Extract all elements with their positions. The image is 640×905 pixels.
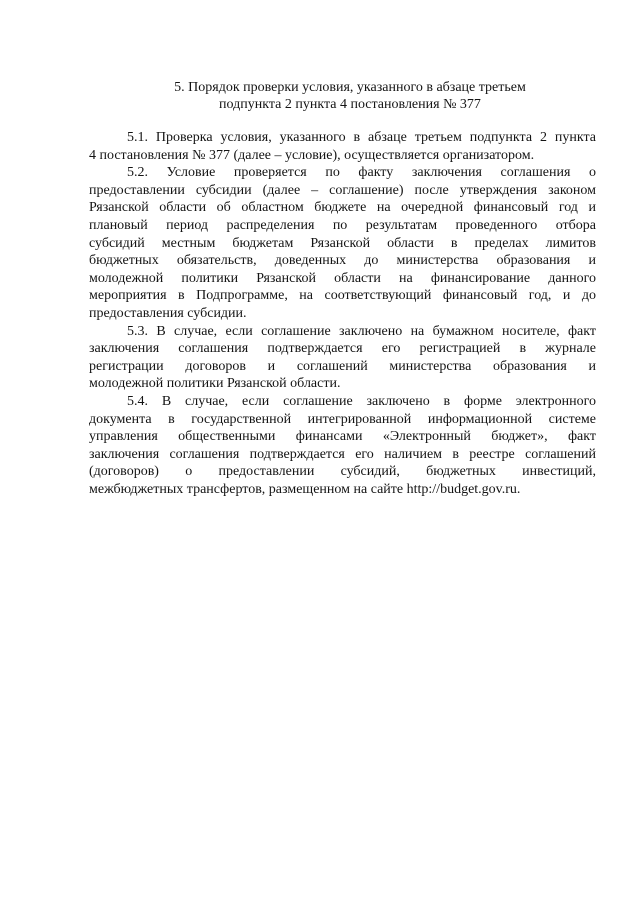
text-line: (договоров) о предоставлении субсидий, бюджетных инвестиций,: [89, 464, 596, 480]
section-heading: [80, 79, 620, 113]
paragraph-5-3: [89, 323, 596, 393]
section-heading-line: подпункта 2 пункта 4 постановления № 377: [219, 97, 481, 112]
text-line: регистрации договоров и соглашений министерства образования и: [89, 358, 596, 374]
text-line: мероприятия в Подпрограмме, на соответствующий финансовый год, и до: [89, 288, 596, 304]
text-line: документа в государственной интегрированной информационной системе: [89, 411, 596, 427]
text-line: 5.3. В случае, если соглашение заключено на бумажном носителе, факт: [127, 323, 596, 339]
text-line: молодежной политики Рязанской области.: [89, 376, 341, 392]
section-body: [89, 129, 596, 498]
section-heading-line: 5. Порядок проверки условия, указанного в абзаце третьем: [174, 80, 526, 95]
text-line: управления общественными финансами «Электронный бюджет», факт: [89, 429, 596, 445]
text-line: 5.1. Проверка условия, указанного в абзаце третьем подпункта 2 пункта: [127, 130, 596, 145]
text-line: 4 постановления № 377 (далее – условие), осуществляется организатором.: [89, 147, 535, 163]
text-line: субсидий местным бюджетам Рязанской области в пределах лимитов: [89, 235, 596, 251]
text-line: 5.2. Условие проверяется по факту заключения соглашения о: [127, 165, 596, 181]
paragraph-5-2: [89, 164, 596, 322]
text-line: заключения соглашения подтверждается его регистрацией в журнале: [89, 341, 596, 357]
text-line: предоставлении субсидии (далее – соглашение) после утверждения законом: [89, 182, 596, 198]
paragraph-5-4: [89, 393, 596, 499]
text-line: Рязанской области об областном бюджете на очередной финансовый год и: [89, 200, 596, 216]
text-line: бюджетных обязательств, доведенных до министерства образования и: [89, 253, 596, 269]
text-line: молодежной политики Рязанской области на финансирование данного: [89, 270, 596, 286]
text-line: межбюджетных трансфертов, размещенном на сайте http://budget.gov.ru.: [89, 481, 521, 497]
paragraph-5-1: [89, 129, 596, 164]
text-line: заключения соглашения подтверждается его наличием в реестре соглашений: [89, 446, 596, 462]
text-line: предоставления субсидии.: [89, 305, 247, 321]
text-line: 5.4. В случае, если соглашение заключено в форме электронного: [127, 393, 596, 409]
text-line: плановый период распределения по результатам проведенного отбора: [89, 217, 596, 233]
